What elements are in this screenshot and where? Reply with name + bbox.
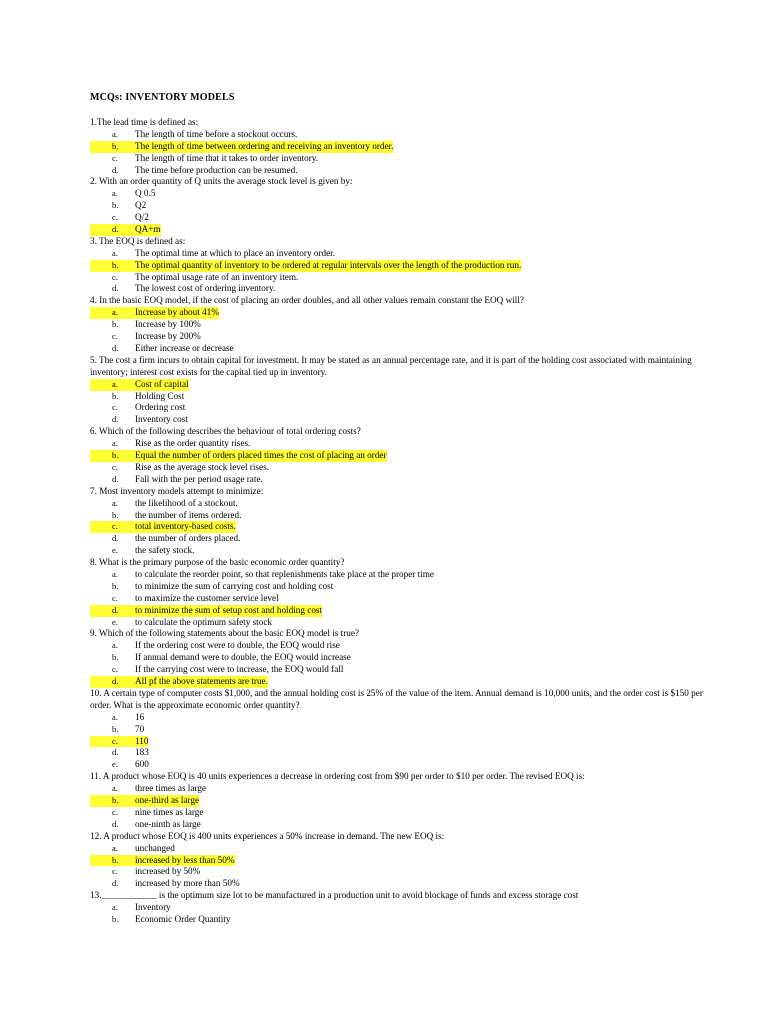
option-label: a. <box>112 711 118 722</box>
option <box>90 188 710 200</box>
question-stem: 5. The cost a firm incurs to obtain capital for investment. It may be stated as an annual percentage rate, and it is part of the holding cost associated with maintaining inventory; interest cost exists for the capital tied up in inventory. <box>90 354 692 377</box>
option-label: b. <box>90 855 135 867</box>
question-1 <box>90 117 710 176</box>
option-label: c. <box>112 866 118 877</box>
question-stem: 13.____________ is the optimum size lot to be manufactured in a production unit to avoid blockage of funds and excess storage cost <box>90 890 579 901</box>
option-text: the safety stock. <box>135 545 195 556</box>
option-text: QA+m <box>135 223 161 234</box>
option-text: If the ordering cost were to double, the EOQ would rise <box>135 640 340 651</box>
option <box>90 581 710 593</box>
question-stem: 1.The lead time is defined as: <box>90 116 199 127</box>
option-label: c. <box>112 152 118 163</box>
option-text: increased by more than 50% <box>135 878 240 889</box>
option-label: d. <box>112 283 119 294</box>
option-text: three times as large <box>135 783 207 794</box>
option-text: Q/2 <box>135 212 149 223</box>
option-label: b. <box>112 652 119 663</box>
option <box>90 617 710 629</box>
question-8 <box>90 557 710 628</box>
option-label: d. <box>90 676 135 688</box>
option <box>90 569 710 581</box>
option <box>90 652 710 664</box>
option <box>90 343 710 355</box>
option-text: Cost of capital <box>135 378 189 389</box>
option-label: b. <box>112 580 119 591</box>
option <box>90 807 710 819</box>
option <box>90 248 710 260</box>
option-text: The lowest cost of ordering inventory. <box>135 283 276 294</box>
option <box>90 165 710 177</box>
option-label: c. <box>90 736 135 748</box>
question-stem: 7. Most inventory models attempt to minimize: <box>90 485 264 496</box>
option-text: 110 <box>135 735 149 746</box>
option-highlighted <box>90 676 268 688</box>
option <box>90 438 710 450</box>
option-label: e. <box>112 545 118 556</box>
option-highlighted <box>90 307 219 319</box>
option-text: 183 <box>135 747 149 758</box>
option <box>90 819 710 831</box>
option <box>90 402 710 414</box>
option-label: e. <box>112 759 118 770</box>
question-10 <box>90 688 710 771</box>
option-label: e. <box>112 616 118 627</box>
option-label: c. <box>90 521 135 533</box>
option-highlighted <box>90 260 521 272</box>
question-stem: 8. What is the primary purpose of the basic economic order quantity? <box>90 557 345 568</box>
option-label: b. <box>112 509 119 520</box>
option-label: a. <box>112 569 118 579</box>
option <box>90 283 710 295</box>
option-label: b. <box>90 450 135 462</box>
option-text: to calculate the reorder point, so that replenishments take place at the proper time <box>135 569 434 579</box>
option <box>90 510 710 522</box>
question-stem: 10. A certain type of computer costs $1,000, and the annual holding cost is 25% of the value of the item. Annual demand is 10,000 units, and the order cost is $150 per order. What is the approximate economic order quantity? <box>90 687 703 710</box>
option-text: the likelihood of a stockout. <box>135 497 238 508</box>
question-12 <box>90 831 710 890</box>
option-label: d. <box>112 747 119 758</box>
option <box>90 319 710 331</box>
option <box>90 414 710 426</box>
option-label: a. <box>112 902 118 913</box>
option-label: b. <box>112 723 119 734</box>
option-text: The length of time before a stockout occurs. <box>135 128 298 139</box>
question-list <box>90 117 710 926</box>
option-label: a. <box>112 783 118 794</box>
question-stem: 2. With an order quantity of Q units the average stock level is given by: <box>90 176 353 187</box>
option-text: nine times as large <box>135 806 204 817</box>
option <box>90 391 710 403</box>
option <box>90 914 710 926</box>
option-label: c. <box>112 592 118 603</box>
option-label: b. <box>112 319 119 330</box>
question-stem: 3. The EOQ is defined as: <box>90 235 186 246</box>
option-label: a. <box>112 497 118 508</box>
option-text: the number of orders placed. <box>135 533 241 544</box>
option <box>90 724 710 736</box>
option-text: Increase by about 41% <box>135 307 219 318</box>
question-11 <box>90 771 710 830</box>
option-label: a. <box>112 438 118 449</box>
document-page <box>90 92 710 926</box>
option-label: b. <box>112 914 119 924</box>
option <box>90 200 710 212</box>
option-label: b. <box>90 141 135 153</box>
question-3 <box>90 236 710 295</box>
option-text: Increase by 100% <box>135 319 201 330</box>
option-text: If the carrying cost were to increase, the EOQ would fall <box>135 664 344 675</box>
option <box>90 474 710 486</box>
option-text: 16 <box>135 711 145 722</box>
option-highlighted <box>90 795 199 807</box>
option-text: Increase by 200% <box>135 331 201 342</box>
option-label: a. <box>90 379 135 391</box>
option-text: 600 <box>135 759 149 770</box>
option <box>90 783 710 795</box>
option-text: Inventory <box>135 902 171 913</box>
page-title: MCQs: INVENTORY MODELS <box>90 92 235 103</box>
option-highlighted <box>90 521 236 533</box>
option-text: Either increase or decrease <box>135 342 234 353</box>
option <box>90 902 710 914</box>
option-text: Equal the number of orders placed times the cost of placing an order <box>135 450 387 461</box>
question-6 <box>90 426 710 485</box>
question-7 <box>90 486 710 557</box>
option-label: d. <box>112 878 119 889</box>
option <box>90 593 710 605</box>
option-label: d. <box>112 473 119 484</box>
option <box>90 664 710 676</box>
question-stem: 12. A product whose EOQ is 400 units experiences a 50% increase in demand. The new EOQ is: <box>90 830 445 841</box>
question-9 <box>90 628 710 687</box>
question-13 <box>90 890 710 926</box>
option-text: total inventory-based costs. <box>135 521 236 532</box>
question-stem: 11. A product whose EOQ is 40 units experiences a decrease in ordering cost from $90 per order to $10 per order. The revised EOQ is: <box>90 771 585 782</box>
option-highlighted <box>90 450 387 462</box>
option <box>90 866 710 878</box>
option-label: d. <box>112 533 119 544</box>
option-text: Q2 <box>135 200 147 211</box>
option-text: the number of items ordered. <box>135 509 242 520</box>
option-label: c. <box>112 331 118 342</box>
option <box>90 747 710 759</box>
option <box>90 498 710 510</box>
option-label: b. <box>112 390 119 401</box>
option-text: The time before production can be resumed. <box>135 164 298 175</box>
option-highlighted <box>90 855 235 867</box>
option-text: to minimize the sum of setup cost and holding cost <box>135 604 323 615</box>
option-text: one-ninth as large <box>135 818 201 829</box>
option-label: a. <box>90 307 135 319</box>
option-label: b. <box>112 200 119 211</box>
option-label: c. <box>112 664 118 675</box>
option <box>90 843 710 855</box>
option-label: a. <box>112 247 118 258</box>
option-label: a. <box>112 128 118 139</box>
option-label: c. <box>112 461 118 472</box>
option-text: Holding Cost <box>135 390 185 401</box>
option-text: to maximize the customer service level <box>135 592 279 603</box>
option <box>90 712 710 724</box>
option-highlighted <box>90 141 393 153</box>
question-2 <box>90 176 710 235</box>
question-4 <box>90 295 710 354</box>
option-label: d. <box>90 224 135 236</box>
option-text: Fall with the per period usage rate. <box>135 473 263 484</box>
option <box>90 533 710 545</box>
option-label: d. <box>112 818 119 829</box>
option-highlighted <box>90 224 161 236</box>
option-highlighted <box>90 379 189 391</box>
question-stem: 4. In the basic EOQ model, if the cost of placing an order doubles, and all other values remain constant the EOQ will? <box>90 295 524 306</box>
option-text: to calculate the optimum safety stock <box>135 616 273 627</box>
option <box>90 640 710 652</box>
option-label: c. <box>112 271 118 282</box>
option-text: The optimal time at which to place an inventory order. <box>135 247 336 258</box>
option-label: a. <box>112 842 118 853</box>
option-text: unchanged <box>135 842 175 853</box>
option-text: The length of time that it takes to order inventory. <box>135 152 319 163</box>
option-text: increased by 50% <box>135 866 201 877</box>
option-text: The length of time between ordering and receiving an inventory order. <box>135 140 394 151</box>
option-text: Inventory cost <box>135 414 188 425</box>
option <box>90 212 710 224</box>
option-label: c. <box>112 402 118 413</box>
option <box>90 462 710 474</box>
option <box>90 129 710 141</box>
option-text: If annual demand were to double, the EOQ would increase <box>135 652 351 663</box>
option-label: a. <box>112 640 118 651</box>
option-highlighted <box>90 736 148 748</box>
option <box>90 272 710 284</box>
option-label: d. <box>112 414 119 425</box>
option-label: b. <box>90 795 135 807</box>
option-text: one-third as large <box>135 795 200 806</box>
option-label: c. <box>112 806 118 817</box>
option-text: Economic Order Quantity <box>135 914 231 924</box>
option <box>90 331 710 343</box>
question-stem: 9. Which of the following statements about the basic EOQ model is true? <box>90 628 360 639</box>
option-text: Ordering cost <box>135 402 186 413</box>
option-label: d. <box>112 342 119 353</box>
option-text: Q 0.5 <box>135 188 156 199</box>
option-text: Rise as the average stock level rises. <box>135 461 269 472</box>
question-stem: 6. Which of the following describes the behaviour of total ordering costs? <box>90 426 361 437</box>
option-label: d. <box>112 164 119 175</box>
option-text: All pf the above statements are true. <box>135 676 268 687</box>
option <box>90 759 710 771</box>
option-label: c. <box>112 212 118 223</box>
option <box>90 153 710 165</box>
option <box>90 878 710 890</box>
option-text: Rise as the order quantity rises. <box>135 438 251 449</box>
option-text: 70 <box>135 723 145 734</box>
option-text: increased by less than 50% <box>135 854 235 865</box>
option-label: a. <box>112 188 118 199</box>
option <box>90 545 710 557</box>
question-5 <box>90 355 710 426</box>
option-text: The optimal usage rate of an inventory item. <box>135 271 299 282</box>
option-text: The optimal quantity of inventory to be ordered at regular intervals over the length of the production run. <box>135 259 522 270</box>
option-label: b. <box>90 260 135 272</box>
option-text: to minimize the sum of carrying cost and holding cost <box>135 580 334 591</box>
option-label: d. <box>90 605 135 617</box>
option-highlighted <box>90 605 322 617</box>
